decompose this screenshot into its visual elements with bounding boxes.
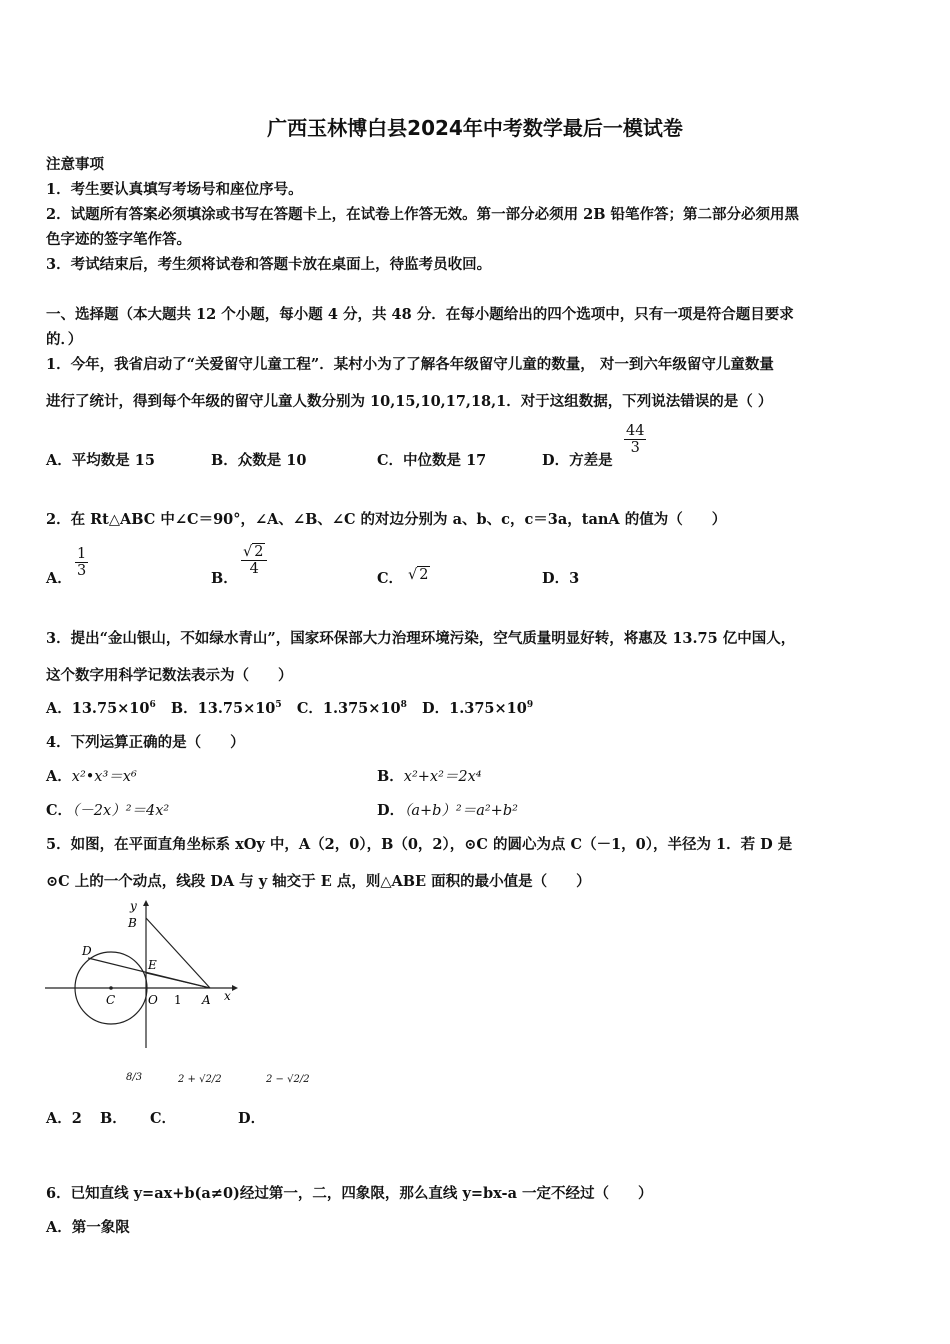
point-c <box>109 986 113 990</box>
q4-option-b-expr: x²+x²＝2x⁴ <box>403 769 482 785</box>
q3-stem-line1: 3．提出“金山银山，不如绿水青山”，国家环保部大力治理环境污染，空气质量明显好转，将惠及 13.75 亿中国人， <box>46 630 796 647</box>
q3-option-c-exp: 8 <box>400 700 407 711</box>
q2-option-b-fraction: $\frac{√ 2}{4}$ <box>241 544 267 577</box>
q5-option-c-math: 2 + √2/2 <box>178 1074 222 1085</box>
q6-option-a: A．第一象限 <box>46 1219 130 1236</box>
label-y: y <box>130 899 137 913</box>
q3-option-d-exp: 9 <box>526 700 534 711</box>
label-c: C <box>106 993 116 1007</box>
q5-option-d: D． <box>238 1110 266 1127</box>
notice-item-1: 1．考生要认真填写考场号和座位序号。 <box>46 181 303 198</box>
q2-option-b-denominator: 4 <box>241 560 267 577</box>
q2-option-c-sqrt: √ 2 <box>408 567 429 583</box>
label-a: A <box>202 993 211 1007</box>
q5-option-b-math: 8/3 <box>126 1072 143 1083</box>
q1-stem-line1: 1．今年，我省启动了“关爱留守儿童工程”．某村小为了了解各年级留守儿童的数量， 对一到六年级留守儿童数量 <box>46 356 774 373</box>
q2-option-c-radicand: 2 <box>419 567 429 583</box>
segment-ea <box>146 973 210 988</box>
q2-option-d: D．3 <box>542 570 580 587</box>
q3-option-d: D．1.375×10 <box>422 700 527 717</box>
q5-option-a: A．2 <box>46 1110 82 1127</box>
page-title: 广西玉林博白县2024年中考数学最后一模试卷 <box>267 116 683 140</box>
q1-option-b: B．众数是 10 <box>211 452 307 469</box>
q2-option-b: B． <box>211 570 238 587</box>
q5-figure <box>40 898 240 1053</box>
q5-option-d-math: 2 − √2/2 <box>266 1074 310 1085</box>
q4-option-d <box>377 799 518 820</box>
q4-option-c <box>46 799 169 820</box>
q1-option-d-denominator: 3 <box>624 439 646 456</box>
q5-option-c: C． <box>150 1110 177 1127</box>
x-axis-arrow <box>232 985 238 991</box>
q4-option-d-label: D． <box>377 802 405 819</box>
section1-heading: 一、选择题（本大题共 12 个小题，每小题 4 分，共 48 分．在每小题给出的四个选项中，只有一项是符合题目要求 <box>46 306 794 323</box>
label-x: x <box>224 989 231 1003</box>
q1-option-c: C．中位数是 17 <box>377 452 487 469</box>
q2-option-b-radicand: 2 <box>254 544 264 560</box>
q1-stem-line2: 进行了统计，得到每个年级的留守儿童人数分别为 10,15,10,17,18,1．对于这组数据，下列说法错误的是（ ） <box>46 393 773 410</box>
label-1: 1 <box>174 993 182 1007</box>
notice-heading: 注意事项 <box>46 156 104 173</box>
notice-item-3: 3．考试结束后，考生须将试卷和答题卡放在桌面上，待监考员收回。 <box>46 256 492 273</box>
q4-option-c-label: C． <box>46 802 73 819</box>
q5-option-b: B． <box>100 1110 127 1127</box>
q5-stem-line1: 5．如图，在平面直角坐标系 xOy 中，A（2，0），B（0，2），⊙C 的圆心为点 C（－1，0），半径为 1．若 D 是 <box>46 836 793 853</box>
q1-option-d-numerator: 44 <box>626 423 645 439</box>
section1-heading-cont: 的．） <box>46 331 83 348</box>
notice-item-2-cont: 色字迹的签字笔作答。 <box>46 231 191 248</box>
y-axis-arrow <box>143 900 149 906</box>
notice-item-2: 2．试题所有答案必须填涂或书写在答题卡上，在试卷上作答无效。第一部分必须用 2B 铅笔作答；第二部分必须用黑 <box>46 206 800 223</box>
segment-ba <box>146 918 210 988</box>
q3-stem-line2: 这个数字用科学记数法表示为（ ） <box>46 667 293 684</box>
q3-options <box>46 697 533 718</box>
q1-option-a: A．平均数是 15 <box>46 452 155 469</box>
q4-option-a-expr: x²•x³＝x⁶ <box>71 769 137 785</box>
q4-option-d-expr: （a+b）²＝a²+b² <box>404 803 518 819</box>
q3-option-b: B．13.75×10 <box>170 700 276 717</box>
q4-option-b <box>377 765 482 786</box>
q2-option-a-denominator: 3 <box>77 563 87 579</box>
q1-option-d-fraction <box>624 423 646 456</box>
q3-option-b-exp: 5 <box>275 700 282 711</box>
q2-stem: 2．在 Rt△ABC 中∠C＝90°，∠A、∠B、∠C 的对边分别为 a、b、c，c＝3a，tanA 的值为（ ） <box>46 511 727 528</box>
q1-option-d: D．方差是 <box>542 452 613 469</box>
q4-stem: 4．下列运算正确的是（ ） <box>46 734 245 751</box>
q5-stem-line2: ⊙C 上的一个动点，线段 DA 与 y 轴交于 E 点，则△ABE 面积的最小值是（ ） <box>46 873 591 890</box>
q4-option-a-label: A． <box>46 768 72 785</box>
q2-option-c: C． <box>377 570 404 587</box>
q3-option-a: A．13.75×10 <box>46 700 150 717</box>
q4-option-a <box>46 765 137 786</box>
q2-option-a: A． <box>46 570 72 587</box>
label-o: O <box>148 993 158 1007</box>
q3-option-c: C．1.375×10 <box>296 700 401 717</box>
q6-stem: 6．已知直线 y=ax+b(a≠0)经过第一，二，四象限，那么直线 y=bx-a 一定不经过（ ） <box>46 1185 653 1202</box>
q4-option-b-label: B． <box>377 768 404 785</box>
q2-option-a-numerator: 1 <box>77 546 87 562</box>
label-b: B <box>128 916 137 930</box>
q4-option-c-expr: （－2x）²＝4x² <box>72 803 170 819</box>
label-d: D <box>82 944 92 958</box>
q2-option-a-fraction <box>75 546 88 579</box>
label-e: E <box>148 958 157 972</box>
q3-option-a-exp: 6 <box>149 700 156 711</box>
